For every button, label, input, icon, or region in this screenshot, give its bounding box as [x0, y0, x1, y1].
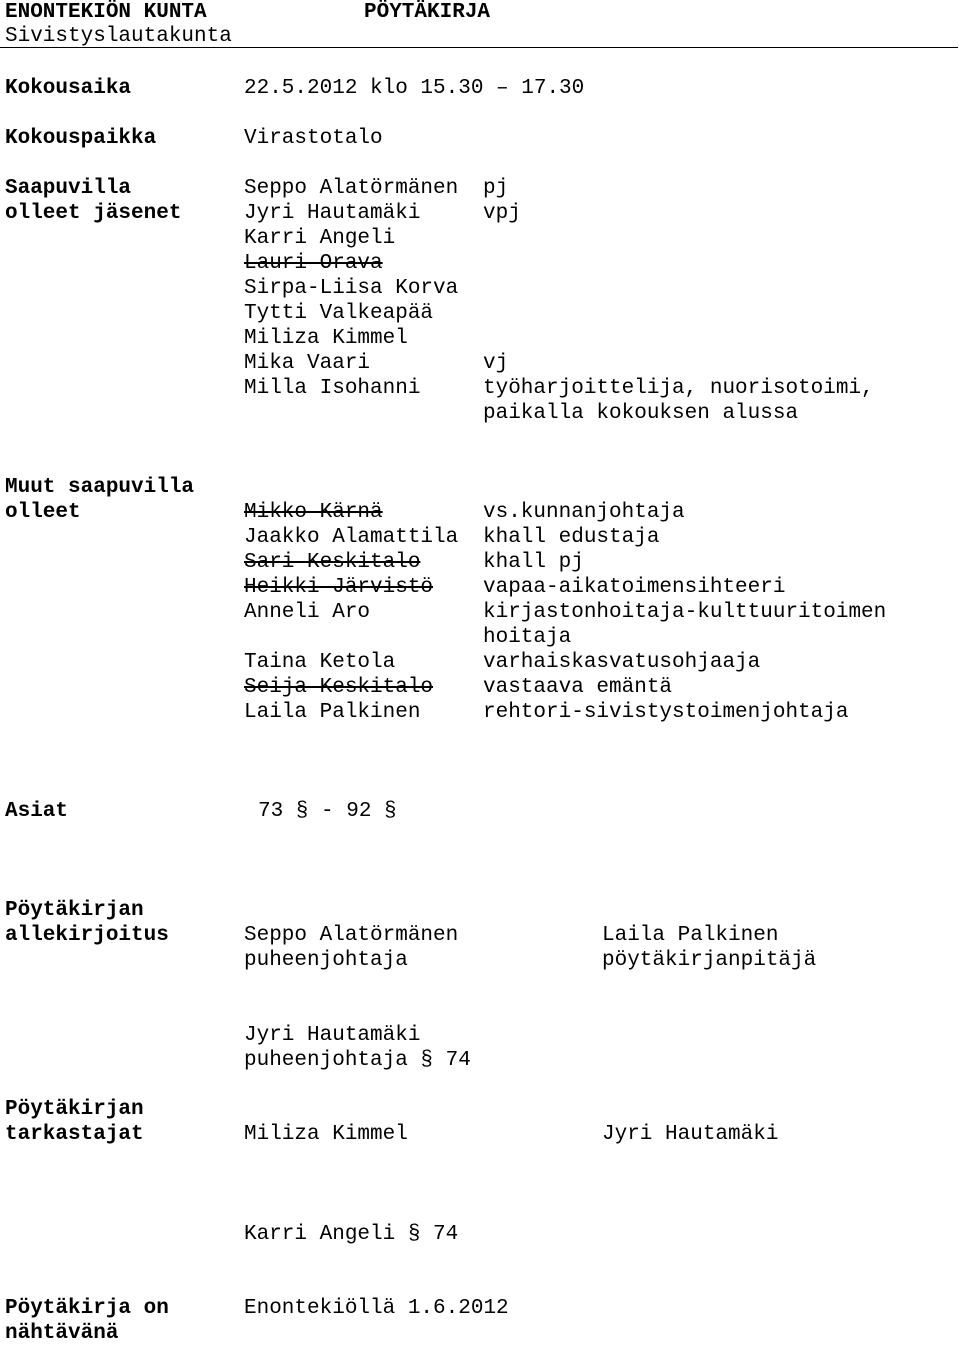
- attendee-role: varhaiskasvatusohjaaja: [483, 651, 761, 674]
- member-role: vj: [483, 352, 509, 375]
- attendee-name: Jaakko Alamattila: [244, 526, 459, 549]
- alt-chair-role: puheenjohtaja § 74: [244, 1049, 471, 1072]
- attendee-role: rehtori-sivistystoimenjohtaja: [483, 701, 849, 724]
- document-type: PÖYTÄKIRJA: [364, 1, 491, 24]
- attendee-role: khall edustaja: [483, 526, 660, 549]
- board-name: Sivistyslautakunta: [5, 25, 232, 48]
- attendee-name: Anneli Aro: [244, 601, 371, 624]
- municipality-name: ENONTEKIÖN KUNTA: [5, 1, 207, 24]
- attendee-role: khall pj: [483, 551, 584, 574]
- chair-name: Seppo Alatörmänen: [244, 924, 459, 947]
- member-name: Mika Vaari: [244, 352, 371, 375]
- member-name: Sirpa-Liisa Korva: [244, 277, 459, 300]
- attendee-name: Taina Ketola: [244, 651, 396, 674]
- attendee-role: vs.kunnanjohtaja: [483, 501, 685, 524]
- member-name: Seppo Alatörmänen: [244, 177, 459, 200]
- member-role: pj: [483, 177, 509, 200]
- display-label: Pöytäkirja on: [5, 1297, 169, 1320]
- inspector-name: Karri Angeli § 74: [244, 1223, 459, 1246]
- inspector-name: Miliza Kimmel: [244, 1123, 408, 1146]
- attendee-name: Seija Keskitalo: [244, 676, 434, 699]
- alt-chair-name: Jyri Hautamäki: [244, 1024, 421, 1047]
- members-label: Saapuvilla: [5, 177, 132, 200]
- member-name: Tytti Valkeapää: [244, 302, 434, 325]
- secretary-role: pöytäkirjanpitäjä: [602, 949, 817, 972]
- meeting-time-label: Kokousaika: [5, 77, 132, 100]
- member-name: Jyri Hautamäki: [244, 202, 421, 225]
- member-name: Miliza Kimmel: [244, 327, 408, 350]
- meeting-place-value: Virastotalo: [244, 127, 383, 150]
- others-label: Muut saapuvilla: [5, 476, 195, 499]
- member-name: Milla Isohanni: [244, 377, 421, 400]
- inspectors-label: Pöytäkirjan: [5, 1098, 144, 1121]
- member-name: Karri Angeli: [244, 227, 396, 250]
- matters-value: 73 § - 92 §: [258, 800, 397, 823]
- display-value: Enontekiöllä 1.6.2012: [244, 1297, 509, 1320]
- member-role: työharjoittelija, nuorisotoimi,: [483, 377, 874, 400]
- member-role: paikalla kokouksen alussa: [483, 402, 799, 425]
- signature-label: Pöytäkirjan: [5, 899, 144, 922]
- chair-role: puheenjohtaja: [244, 949, 408, 972]
- header-divider: [0, 47, 958, 48]
- attendee-name: Sari Keskitalo: [244, 551, 421, 574]
- attendee-role: hoitaja: [483, 626, 572, 649]
- display-label: nähtävänä: [5, 1322, 119, 1345]
- attendee-role: vastaava emäntä: [483, 676, 673, 699]
- attendee-name: Laila Palkinen: [244, 701, 421, 724]
- meeting-place-label: Kokouspaikka: [5, 127, 157, 150]
- secretary-name: Laila Palkinen: [602, 924, 779, 947]
- member-role: vpj: [483, 202, 521, 225]
- attendee-name: Heikki Järvistö: [244, 576, 434, 599]
- meeting-time-value: 22.5.2012 klo 15.30 – 17.30: [244, 77, 585, 100]
- attendee-role: kirjastonhoitaja-kulttuuritoimen: [483, 601, 887, 624]
- members-label: olleet jäsenet: [5, 202, 182, 225]
- attendee-role: vapaa-aikatoimensihteeri: [483, 576, 786, 599]
- signature-label: allekirjoitus: [5, 924, 169, 947]
- member-name: Lauri Orava: [244, 252, 383, 275]
- matters-label: Asiat: [5, 800, 69, 823]
- inspectors-label: tarkastajat: [5, 1123, 144, 1146]
- attendee-name: Mikko Kärnä: [244, 501, 383, 524]
- inspector-name: Jyri Hautamäki: [602, 1123, 779, 1146]
- others-label: olleet: [5, 501, 81, 524]
